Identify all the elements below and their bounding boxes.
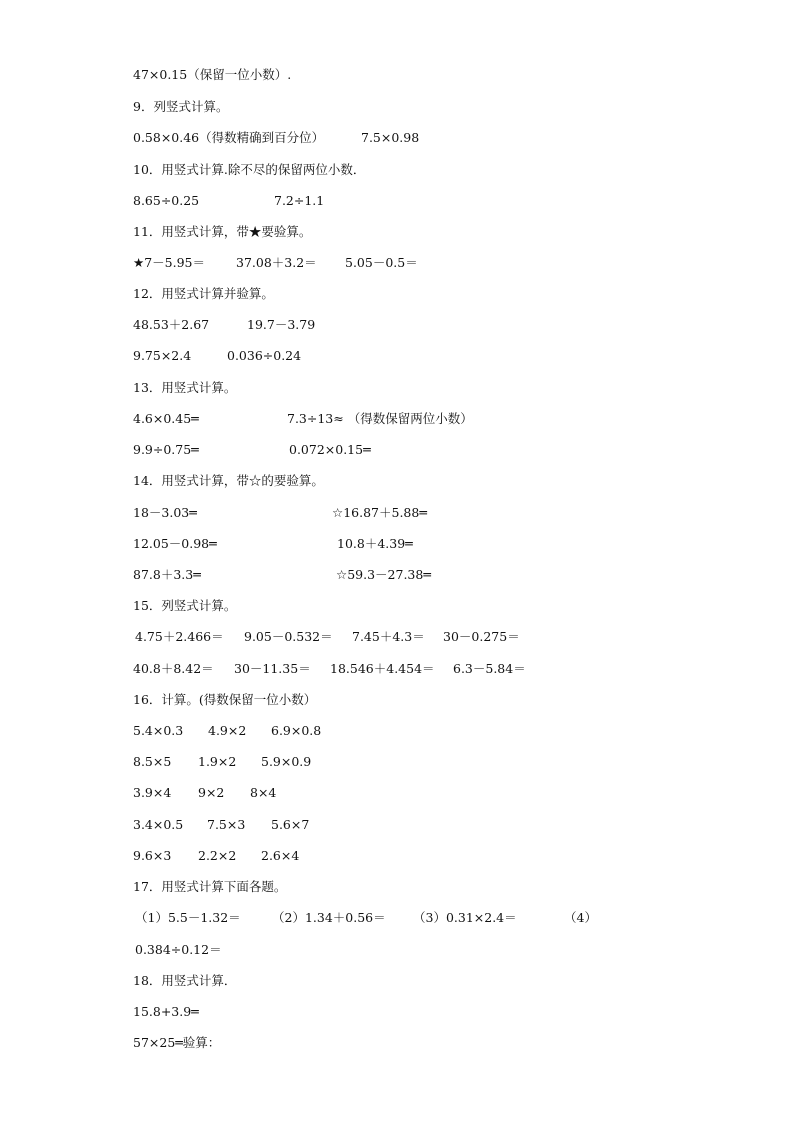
problem: 6.3－5.84＝ [453, 661, 526, 676]
problem: 4.6×0.45═ [133, 411, 199, 426]
problem: （4） [564, 910, 597, 925]
problem: ☆59.3－27.38═ [336, 567, 431, 582]
problem: 4.75＋2.466＝ [135, 629, 224, 644]
problem: 8×4 [250, 785, 277, 800]
problem: 10.8＋4.39═ [337, 536, 413, 551]
problem: 8.5×5 [133, 754, 172, 769]
problem: 2.6×4 [261, 848, 300, 863]
problem: 48.53＋2.67 [133, 317, 210, 332]
problem: 9.9÷0.75═ [133, 442, 199, 457]
problem: 1.9×2 [198, 754, 237, 769]
problem: 57×25═验算： [133, 1035, 221, 1050]
heading-text: 9．列竖式计算。 [133, 99, 229, 114]
problem: 30－0.275＝ [443, 629, 520, 644]
problem: 12.05－0.98═ [133, 536, 217, 551]
heading-text: 16．计算。(得数保留一位小数） [133, 692, 317, 707]
problem: 3.4×0.5 [133, 817, 184, 832]
problem: 0.036÷0.24 [227, 348, 302, 363]
problem: 5.6×7 [271, 817, 310, 832]
problem: 87.8＋3.3═ [133, 567, 201, 582]
problem: （3）0.31×2.4＝ [413, 910, 517, 925]
problem: 37.08＋3.2＝ [236, 255, 317, 270]
problem: 2.2×2 [198, 848, 237, 863]
problem: （1）5.5－1.32＝ [135, 910, 241, 925]
problem: 7.5×3 [207, 817, 246, 832]
problem: 30－11.35＝ [234, 661, 311, 676]
problem: 0.384÷0.12＝ [135, 942, 222, 957]
problem: 18－3.03═ [133, 505, 197, 520]
problem: 7.45＋4.3＝ [352, 629, 425, 644]
heading-text: 11．用竖式计算，带★要验算。 [133, 224, 312, 239]
problem: 9.75×2.4 [133, 348, 192, 363]
problem: 0.072×0.15═ [289, 442, 371, 457]
problem: ☆16.87＋5.88═ [332, 505, 427, 520]
problem: ★7－5.95＝ [133, 255, 205, 270]
problem: 7.5×0.98 [361, 130, 420, 145]
heading-text: 10．用竖式计算.除不尽的保留两位小数． [133, 162, 366, 177]
problem: 0.58×0.46（得数精确到百分位） [133, 130, 325, 145]
problem: 9.05－0.532＝ [244, 629, 333, 644]
problem: 18.546＋4.454＝ [330, 661, 435, 676]
problem: （2）1.34＋0.56＝ [272, 910, 386, 925]
problem: 5.9×0.9 [261, 754, 312, 769]
problem: 8.65÷0.25 [133, 193, 200, 208]
problem: 5.4×0.3 [133, 723, 184, 738]
problem: 9.6×3 [133, 848, 172, 863]
heading-text: 15．列竖式计算。 [133, 598, 237, 613]
problem: 7.2÷1.1 [274, 193, 325, 208]
problem: 5.05－0.5＝ [345, 255, 418, 270]
problem: 19.7－3.79 [247, 317, 316, 332]
heading-text: 17．用竖式计算下面各题。 [133, 879, 287, 894]
problem: 4.9×2 [208, 723, 247, 738]
problem: 3.9×4 [133, 785, 172, 800]
line-text: 47×0.15（保留一位小数）. [133, 67, 292, 82]
heading-text: 18．用竖式计算． [133, 973, 237, 988]
heading-text: 12．用竖式计算并验算。 [133, 286, 274, 301]
problem: 9×2 [198, 785, 225, 800]
heading-text: 14．用竖式计算，带☆的要验算。 [133, 473, 324, 488]
problem: 15.8+3.9═ [133, 1004, 199, 1019]
problem: 6.9×0.8 [271, 723, 322, 738]
problem: 7.3÷13≈ （得数保留两位小数） [287, 411, 473, 426]
heading-text: 13．用竖式计算。 [133, 380, 237, 395]
problem: 40.8＋8.42＝ [133, 661, 214, 676]
